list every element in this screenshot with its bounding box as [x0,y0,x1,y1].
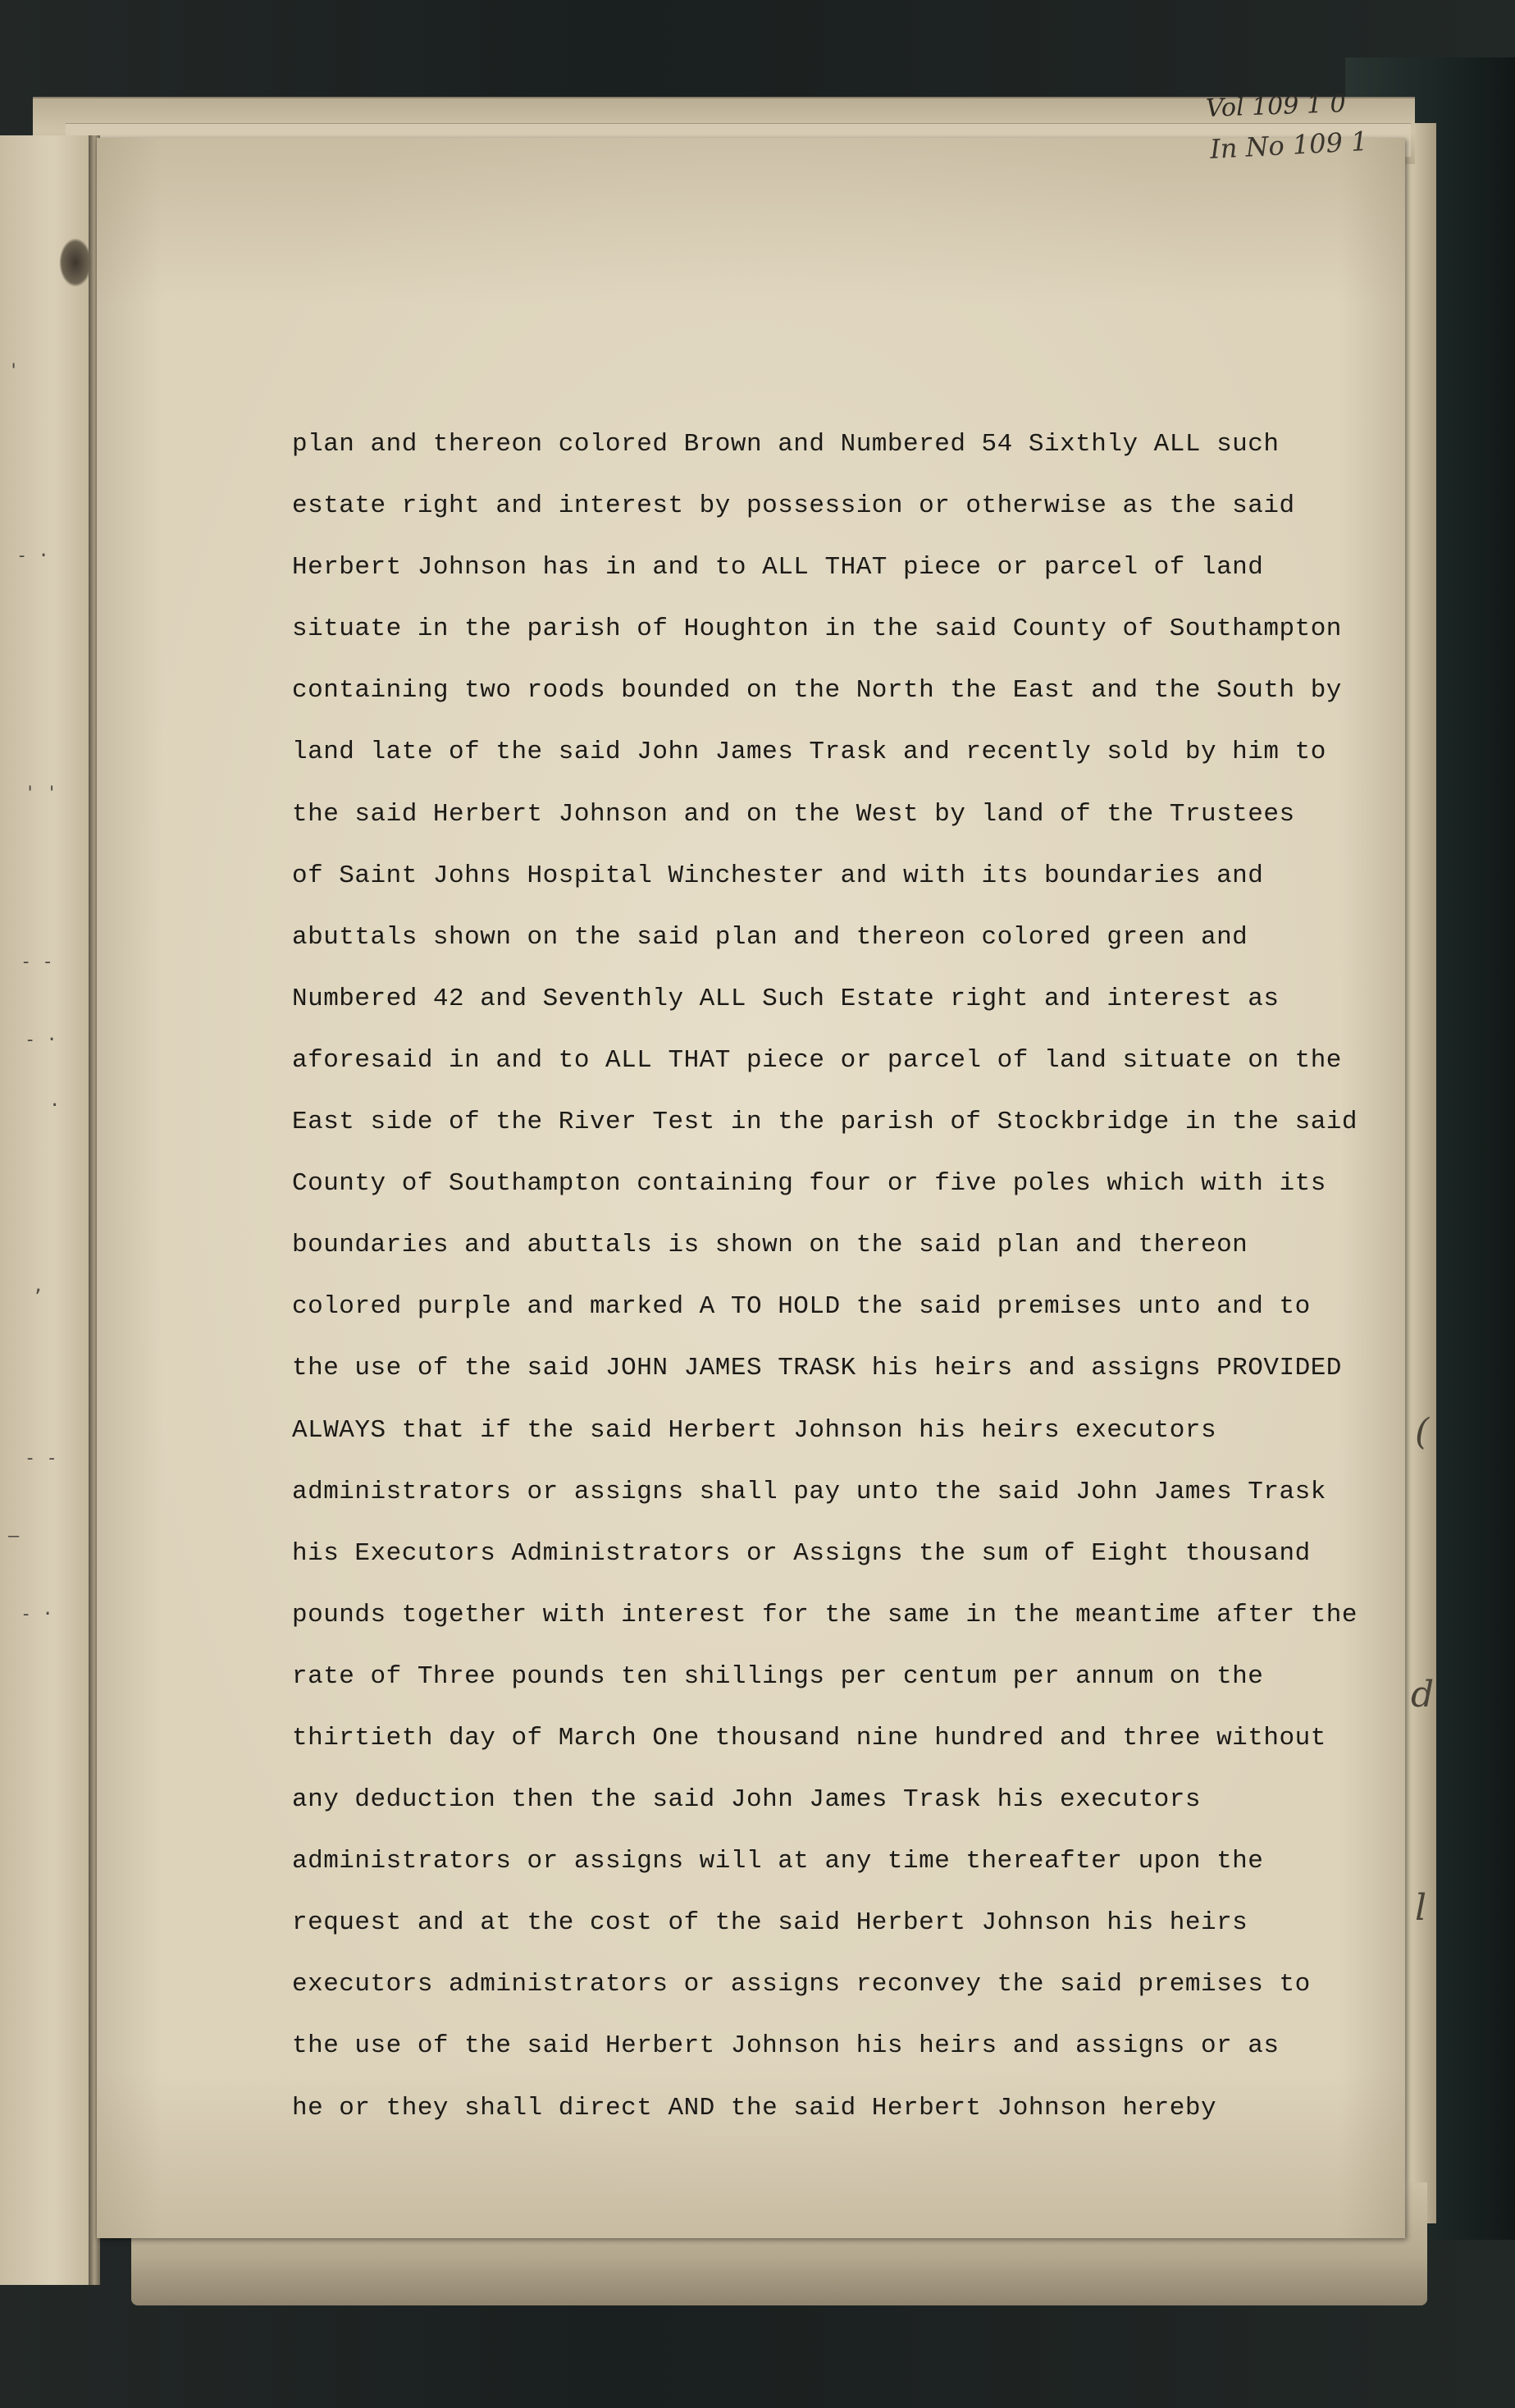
text-line: Herbert Johnson has in and to ALL THAT piece or parcel of land [292,553,1264,583]
typed-body-text [292,422,1427,2147]
text-line: any deduction then the said John James Trask his executors [292,1785,1201,1815]
reference-number-second: In No 109 1 [1209,125,1369,166]
text-line: pounds together with interest for the same in the meantime after the [292,1600,1358,1629]
text-line: of Saint Johns Hospital Winchester and with its boundaries and [292,861,1264,890]
text-line: plan and thereon colored Brown and Numbered 54 Sixthly ALL such [292,430,1280,459]
text-line: the said Herbert Johnson and on the West by land of the Trustees [292,799,1295,829]
text-line: colored purple and marked A TO HOLD the said premises unto and to [292,1292,1311,1322]
text-line: administrators or assigns shall pay unto the said John James Trask [292,1477,1326,1506]
text-line: aforesaid in and to ALL THAT piece or parcel of land situate on the [292,1045,1342,1075]
text-line: boundaries and abuttals is shown on the said plan and thereon [292,1231,1248,1260]
text-line: East side of the River Test in the parish of Stockbridge in the said [292,1108,1358,1137]
text-line: land late of the said John James Trask and recently sold by him to [292,738,1326,767]
text-line: ALWAYS that if the said Herbert Johnson his heirs executors [292,1415,1217,1445]
text-line: the use of the said JOHN JAMES TRASK his heirs and assigns PROVIDED [292,1354,1342,1383]
text-line: Numbered 42 and Seventhly ALL Such Estate right and interest as [292,984,1280,1013]
facing-page-left [0,135,91,2285]
text-line: the use of the said Herbert Johnson his heirs and assigns or as [292,2031,1280,2061]
text-line: his Executors Administrators or Assigns the sum of Eight thousand [292,1538,1311,1568]
text-line: administrators or assigns will at any time thereafter upon the [292,1847,1264,1876]
text-line: County of Southampton containing four or five poles which with its [292,1169,1326,1199]
text-line: rate of Three pounds ten shillings per centum per annum on the [292,1661,1264,1691]
text-line: thirtieth day of March One thousand nine hundred and three without [292,1723,1326,1752]
text-line: estate right and interest by possession or otherwise as the said [292,491,1295,521]
handwritten-margin-mark: ( [1415,1411,1430,1453]
page-tear-mark [59,238,92,287]
text-line: he or they shall direct AND the said Herbert Johnson hereby [292,2093,1217,2122]
text-line: containing two roods bounded on the North the East and the South by [292,676,1342,706]
facing-page-marks: ' - · ' ' - - - · · , - - — - · [8,361,61,1624]
text-line: executors administrators or assigns reconvey the said premises to [292,1970,1311,1999]
handwritten-margin-mark: l [1415,1887,1427,1929]
text-line: request and at the cost of the said Herbert Johnson his heirs [292,1908,1248,1938]
reference-number-top: Vol 109 1 0 [1205,89,1347,123]
text-line: situate in the parish of Houghton in the said County of Southampton [292,615,1342,644]
handwritten-margin-mark: d [1411,1674,1435,1716]
text-line: abuttals shown on the said plan and thereon colored green and [292,922,1248,952]
